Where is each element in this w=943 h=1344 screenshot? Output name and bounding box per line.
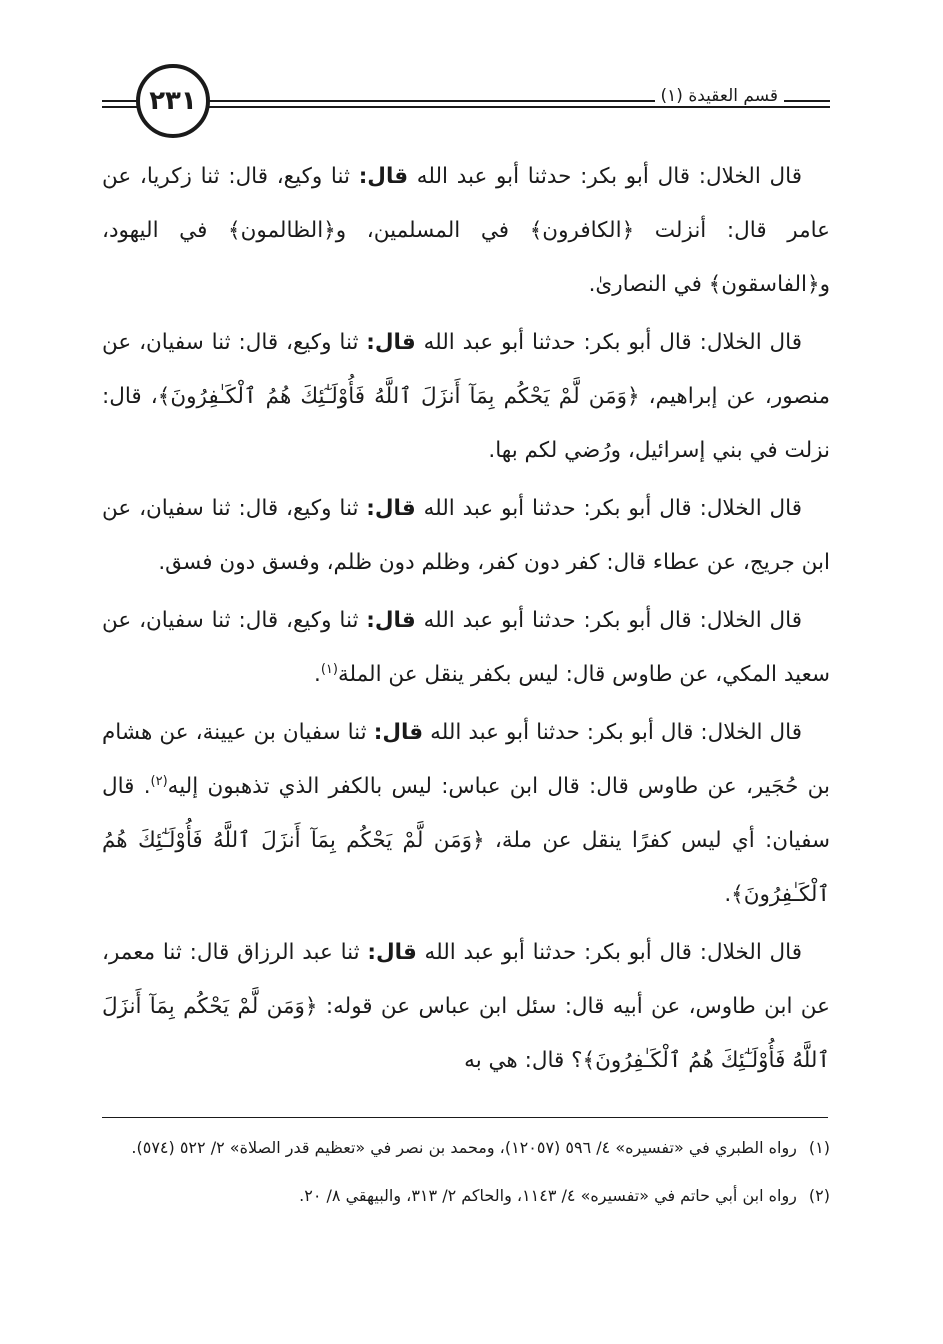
header-rule-right-lower — [206, 106, 830, 108]
footnote-ref-2[interactable]: (٢) — [150, 773, 168, 789]
page-header — [102, 62, 830, 142]
main-text — [102, 150, 830, 1092]
paragraph-6 — [102, 926, 830, 1088]
paragraph-text: ثنا عبد الرزاق قال: ثنا معمر، عن ابن طاوس، عن أبيه قال: سئل ابن عباس عن قوله: ﴿وَمَن لَّمْ يَحْكُم بِمَآ أَنزَلَ ٱللَّهُ فَأُوْلَـٰٓئِكَ هُمُ ٱلْكَـٰفِرُونَ﴾؟ قال: هي به — [102, 940, 830, 1073]
paragraph-text: قال الخلال: قال أبو بكر: حدثنا أبو عبد الله — [415, 496, 802, 521]
footnote-text: رواه ابن أبي حاتم في «تفسيره» ٤/ ١١٤٣، والحاكم ٢/ ٣١٣، والبيهقي ٨/ ٢٠. — [299, 1186, 797, 1205]
qal-label: قال: — [367, 940, 417, 965]
paragraph-2 — [102, 316, 830, 478]
footnotes — [102, 1130, 830, 1226]
footnote-2 — [102, 1178, 830, 1214]
paragraph-text: ثنا وكيع، قال: ثنا زكريا، عن عامر قال: أنزلت ﴿الكافرون﴾ في المسلمين، و﴿الظالمون﴾ في اليهود، و﴿الفاسقون﴾ في النصارىٰ. — [102, 164, 830, 297]
paragraph-text: ثنا وكيع، قال: ثنا سفيان، عن ابن جريج، عن عطاء قال: كفر دون كفر، وظلم دون ظلم، وفسق دون فسق. — [102, 496, 830, 575]
footnote-text: رواه الطبري في «تفسيره» ٤/ ٥٩٦ (١٢٠٥٧)، ومحمد بن نصر في «تعظيم قدر الصلاة» ٢/ ٥٢٢ (٥٧٤). — [131, 1138, 797, 1157]
qal-label: قال: — [366, 496, 416, 521]
paragraph-1 — [102, 150, 830, 312]
footnote-separator — [102, 1117, 828, 1118]
footnote-1 — [102, 1130, 830, 1166]
paragraph-text: . قال سفيان: أي ليس كفرًا ينقل عن ملة، ﴿وَمَن لَّمْ يَحْكُم بِمَآ أَنزَلَ ٱللَّهُ فَأُوْلَـٰٓئِكَ هُمُ ٱلْكَـٰفِرُونَ﴾. — [102, 774, 830, 907]
qal-label: قال: — [366, 330, 416, 355]
running-title: قسم العقيدة (١) — [655, 86, 785, 106]
paragraph-text: ثنا سفيان بن عيينة، عن هشام بن حُجَير، عن طاوس قال: قال ابن عباس: ليس بالكفر الذي تذهبون إليه — [102, 720, 830, 799]
footnote-number: (٢) — [808, 1186, 830, 1205]
paragraph-5 — [102, 706, 830, 922]
qal-label: قال: — [373, 720, 424, 745]
paragraph-text: قال الخلال: قال أبو بكر: حدثنا أبو عبد الله — [416, 940, 803, 965]
qal-label: قال: — [366, 608, 416, 633]
page-number-badge — [136, 64, 210, 138]
paragraph-3 — [102, 482, 830, 590]
paragraph-text: قال الخلال: قال أبو بكر: حدثنا أبو عبد الله — [415, 608, 802, 633]
paragraph-text: ثنا وكيع، قال: ثنا سفيان، عن منصور، عن إبراهيم، ﴿وَمَن لَّمْ يَحْكُم بِمَآ أَنزَلَ ٱللَّهُ فَأُوْلَـٰٓئِكَ هُمُ ٱلْكَـٰفِرُونَ﴾، قال: نزلت في بني إسرائيل، ورُضي لكم بها. — [102, 330, 830, 463]
paragraph-text: . — [314, 662, 321, 687]
page-number: ٢٣١ — [149, 86, 197, 116]
footnote-ref-1[interactable]: (١) — [320, 661, 338, 677]
qal-label: قال: — [358, 164, 409, 189]
paragraph-text: قال الخلال: قال أبو بكر: حدثنا أبو عبد الله — [415, 330, 802, 355]
paragraph-4 — [102, 594, 830, 702]
paragraph-text: ثنا وكيع، قال: ثنا سفيان، عن سعيد المكي، عن طاوس قال: ليس بكفر ينقل عن الملة — [102, 608, 830, 687]
footnote-number: (١) — [808, 1138, 830, 1157]
paragraph-text: قال الخلال: قال أبو بكر: حدثنا أبو عبد الله — [408, 164, 802, 189]
paragraph-text: قال الخلال: قال أبو بكر: حدثنا أبو عبد الله — [423, 720, 803, 745]
